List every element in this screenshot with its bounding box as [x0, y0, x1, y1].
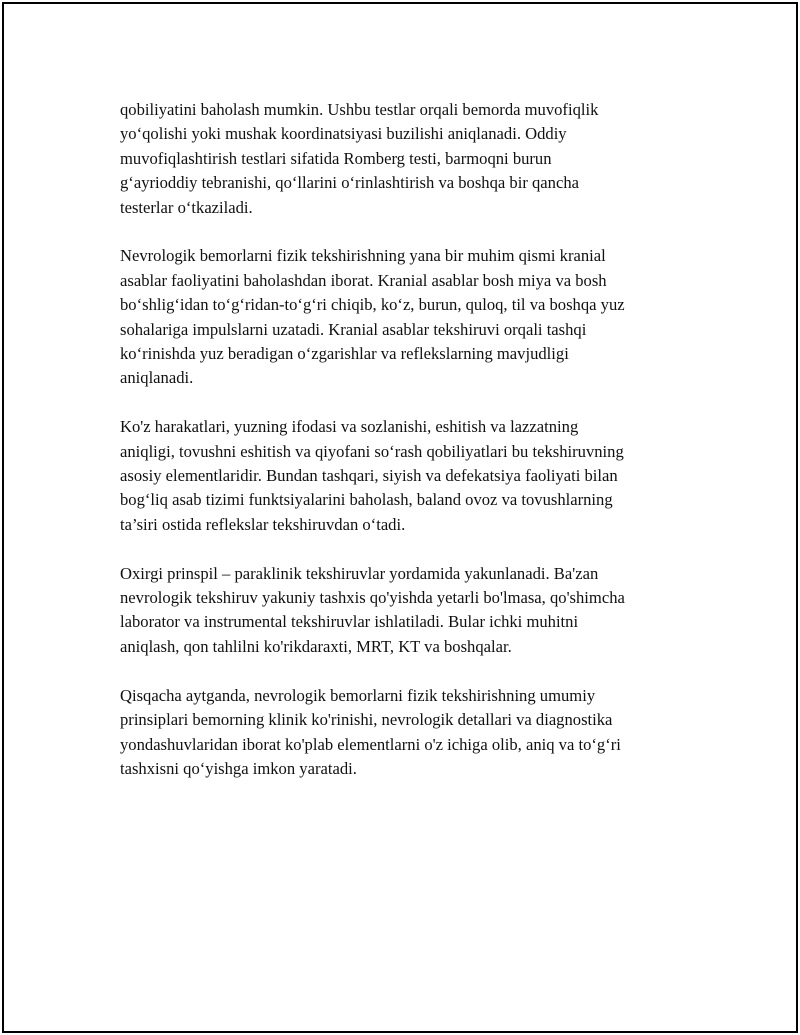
paragraph: [120, 684, 700, 782]
text-line: Qisqacha aytganda, nevrologik bemorlarni fizik tekshirishning umumiy: [120, 685, 596, 705]
text-line: muvofiqlashtirish testlari sifatida Romberg testi, barmoqni burun: [120, 148, 552, 168]
text-line: Ko'z harakatlari, yuzning ifodasi va sozlanishi, eshitish va lazzatning: [120, 417, 579, 437]
text-line: Nevrologik bemorlarni fizik tekshirishning yana bir muhim qismi kranial: [120, 246, 606, 266]
text-line: g‘ayrioddiy tebranishi, qo‘llarini o‘rinlashtirish va boshqa bir qancha: [120, 173, 579, 193]
paragraph: [120, 244, 700, 390]
text-line: sohalariga impulslarni uzatadi. Kranial asablar tekshiruvi orqali tashqi: [120, 319, 587, 339]
text-line: ta’siri ostida reflekslar tekshiruvdan o‘tadi.: [120, 514, 406, 534]
text-line: yondashuvlaridan iborat ko'plab elementlarni o'z ichiga olib, aniq va to‘g‘ri: [120, 734, 621, 754]
document-body: [120, 98, 700, 806]
paragraph: [120, 562, 700, 660]
text-line: asosiy elementlaridir. Bundan tashqari, siyish va defekatsiya faoliyati bilan: [120, 466, 618, 486]
text-line: aniqlanadi.: [120, 368, 194, 388]
text-line: Oxirgi prinspil – paraklinik tekshiruvlar yordamida yakunlanadi. Ba'zan: [120, 563, 599, 583]
text-line: nevrologik tekshiruv yakuniy tashxis qo'yishda yetarli bo'lmasa, qo'shimcha: [120, 588, 625, 608]
document-page: [2, 2, 798, 1033]
text-line: bo‘shlig‘idan to‘g‘ridan-to‘g‘ri chiqib, ko‘z, burun, quloq, til va boshqa yuz: [120, 295, 625, 315]
text-line: asablar faoliyatini baholashdan iborat. Kranial asablar bosh miya va bosh: [120, 270, 607, 290]
text-line: testerlar o‘tkaziladi.: [120, 197, 253, 217]
text-line: yo‘qolishi yoki mushak koordinatsiyasi buzilishi aniqlanadi. Oddiy: [120, 124, 567, 144]
text-line: tashxisni qo‘yishga imkon yaratadi.: [120, 758, 357, 778]
text-line: bog‘liq asab tizimi funktsiyalarini baholash, baland ovoz va tovushlarning: [120, 490, 613, 510]
text-line: aniqligi, tovushni eshitish va qiyofani so‘rash qobiliyatlari bu tekshiruvning: [120, 441, 624, 461]
paragraph: [120, 98, 700, 220]
text-line: laborator va instrumental tekshiruvlar ishlatiladi. Bular ichki muhitni: [120, 612, 579, 632]
text-line: aniqlash, qon tahlilni ko'rikdaraxti, MRT, KT va boshqalar.: [120, 636, 512, 656]
text-line: prinsiplari bemorning klinik ko'rinishi, nevrologik detallari va diagnostika: [120, 710, 613, 730]
text-line: ko‘rinishda yuz beradigan o‘zgarishlar va reflekslarning mavjudligi: [120, 344, 569, 364]
paragraph: [120, 415, 700, 537]
text-line: qobiliyatini baholash mumkin. Ushbu testlar orqali bemorda muvofiqlik: [120, 100, 599, 119]
